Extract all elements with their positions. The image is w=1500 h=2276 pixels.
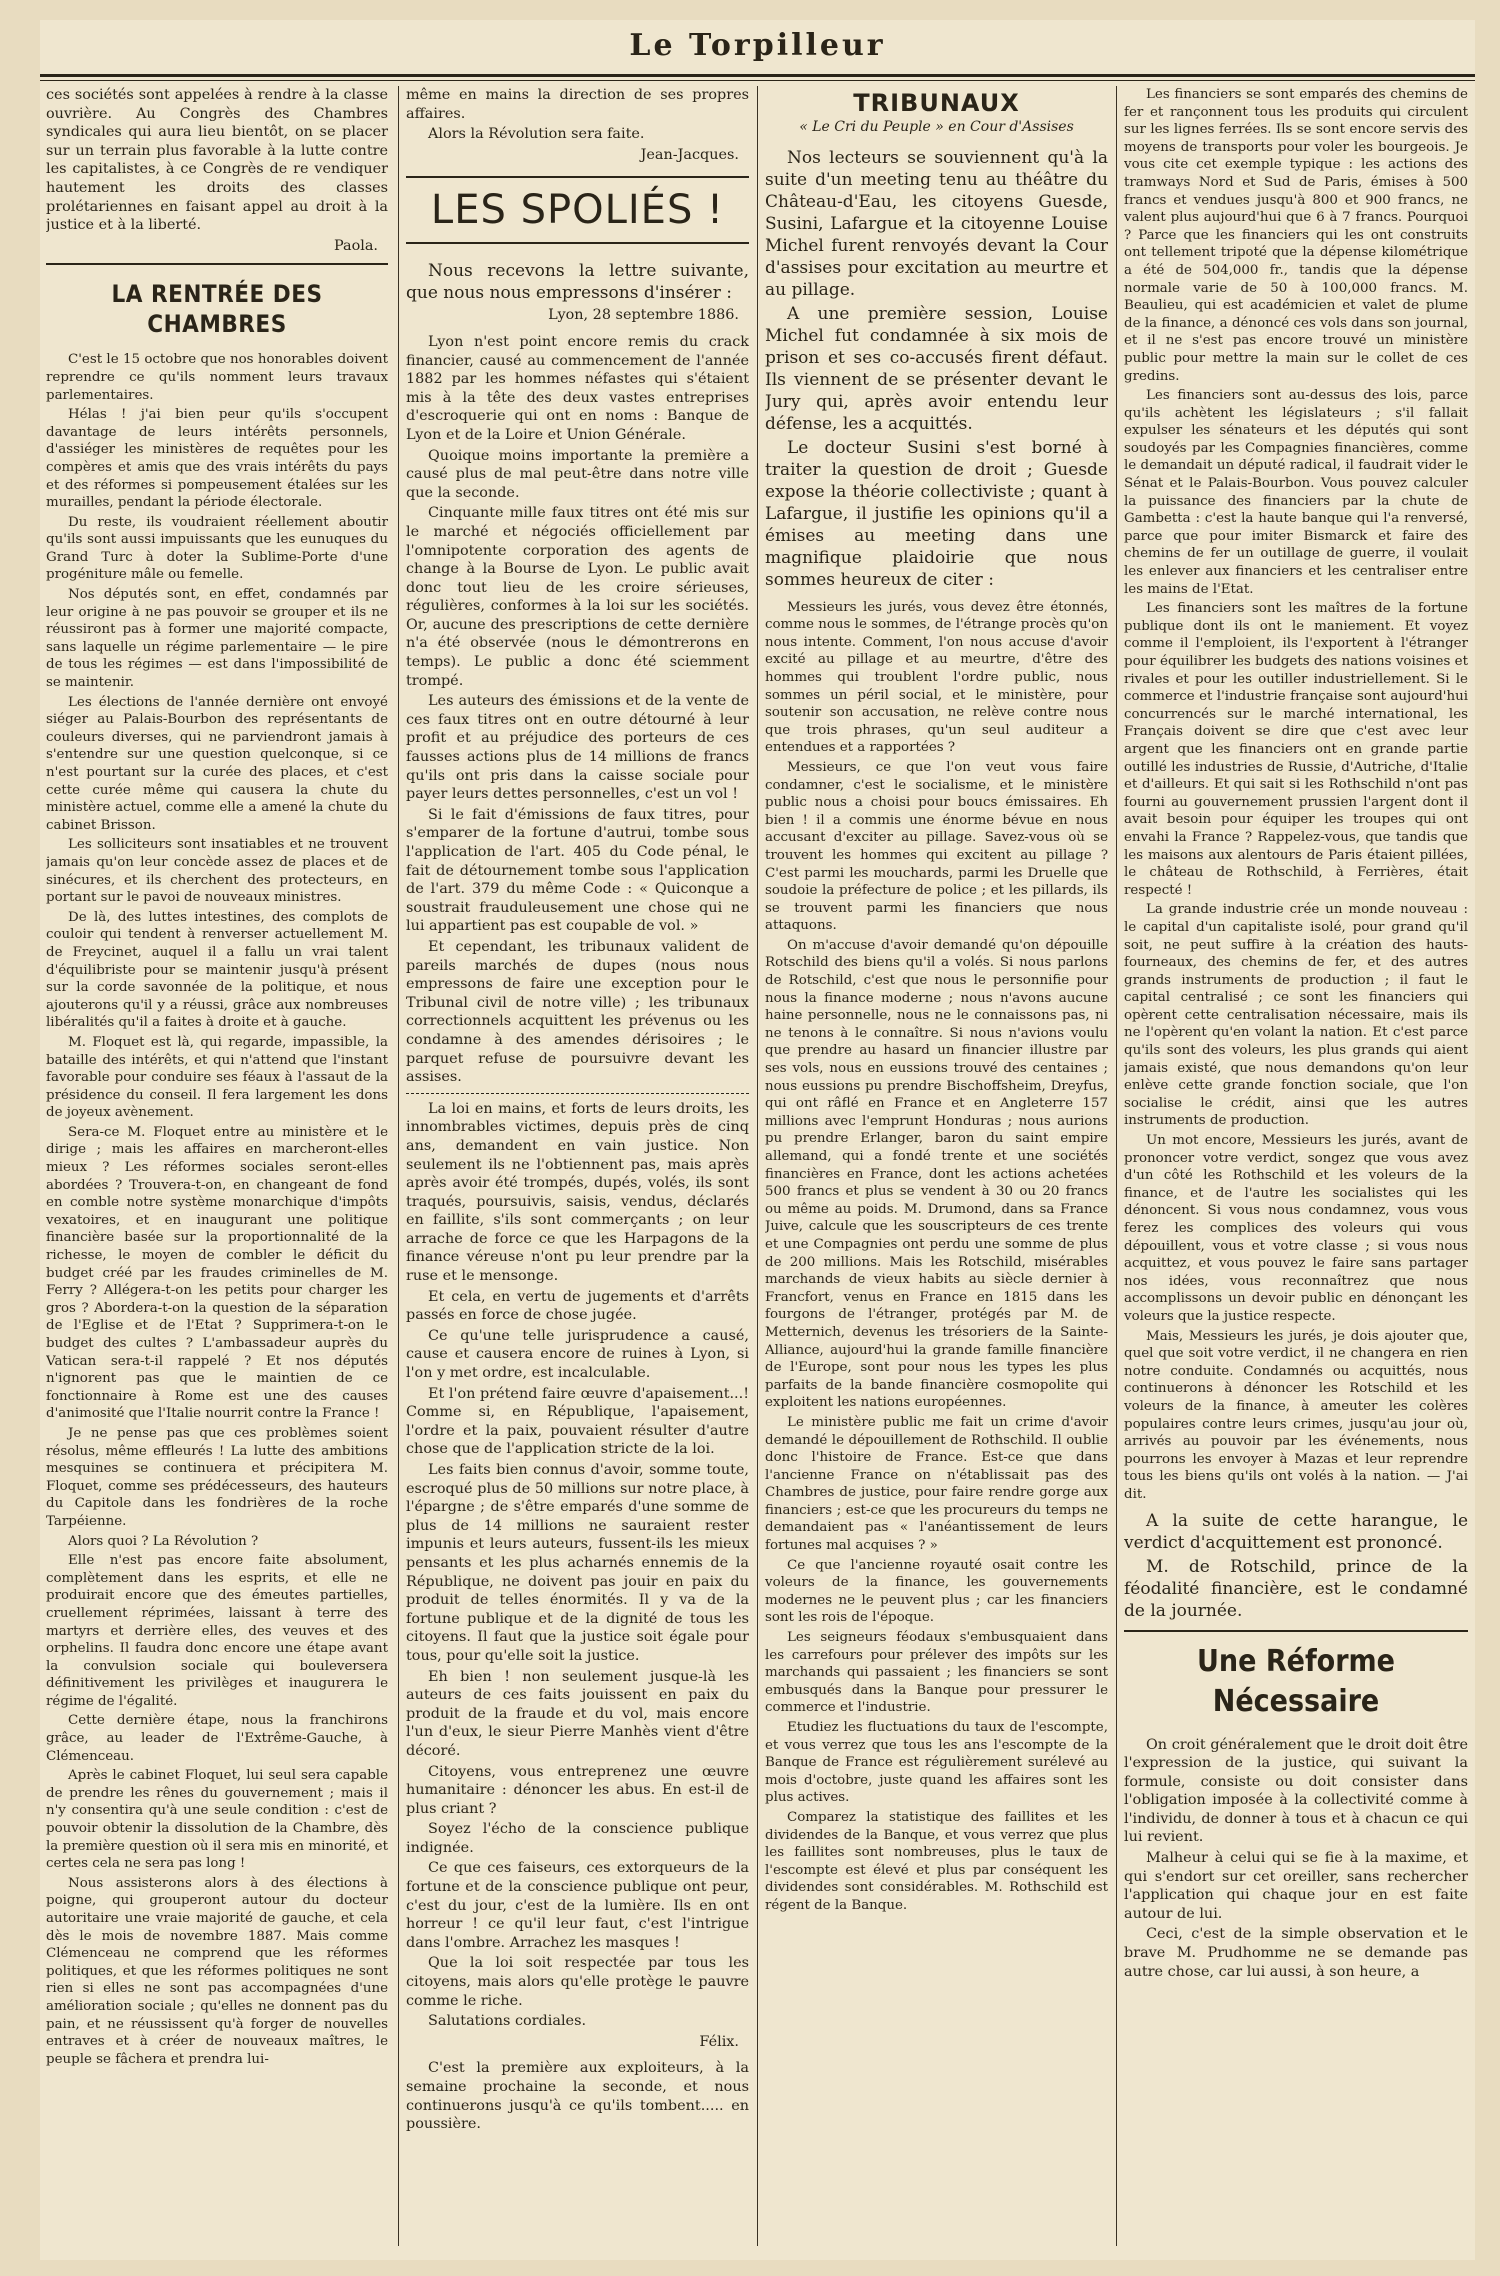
paragraph: Les faits bien connus d'avoir, somme toute, escroqué plus de 50 millions sur notre place, à l'épargne ; de s'être emparés d'une somme de plus de 14 millions ne sauraient rester impunis et leurs auteurs, fussent-ils les mieux pensants et les plus acharnés ennemis de la République, ne doivent pas jouir en paix du produit de telles énormités. Il y va de la fortune publique et de la dignité de tous les citoyens. Il faut que la justice soit égale pour tous, pour qu'elle soit la justice. — [406, 1462, 749, 1664]
paragraph: La grande industrie crée un monde nouveau : le capital d'un capitaliste isolé, pour grand qu'il soit, ne peut suffire à la création des hauts-fourneaux, des chemins de fer, et des autres grands instruments de production ; il faut le capital centralisé ; ce sont les financiers qui opèrent cette centralisation nécessaire, mais ils ne l'opèrent qu'en volant la nation. Et c'est parce qu'ils sont des voleurs, les plus grands qui aient jamais existé, que nous demandons qu'on leur enlève cette grande fonction sociale, que l'on socialise le crédit, ainsi que les autres instruments de production. — [1124, 902, 1468, 1129]
paragraph: Je ne pense pas que ces problèmes soient résolus, même effleurés ! La lutte des ambitions mesquines se continuera et précipitera M. Floquet, comme ses prédécesseurs, des hauteurs du Capitole dans les fondrières de la roche Tarpéienne. — [46, 1425, 388, 1529]
paragraph: Nos lecteurs se souviennent qu'à la suite d'un meeting tenu au théâtre du Château-d'Eau, les citoyens Guesde, Susini, Lafargue et la citoyenne Louise Michel furent renvoyés devant la Cour d'assises pour excitation au meurtre et au pillage. — [765, 147, 1108, 300]
paragraph: Et cependant, les tribunaux valident de pareils marchés de dupes (nous nous empressons de faire une exception pour le Tribunal civil de notre ville) ; les tribunaux correctionnels acquittent les prévenus ou les condamne à des amendes dérisoires ; le parquet refuse de poursuivre devant les assises. — [406, 938, 749, 1086]
paragraph: Les auteurs des émissions et de la vente de ces faux titres ont en outre détourné à leur profit et au préjudice des porteurs de ces fausses actions plus de 14 millions de francs qu'ils ont pris dans la caisse sociale pour payer leurs dettes personnelles, c'est un vol ! — [406, 693, 749, 803]
paragraph: On croit généralement que le droit doit être l'expression de la justice, qui suivant la formule, consiste ou doit consister dans l'obligation imposée à la collectivité comme à l'individu, de donner à tous et à chacun ce qui lui revient. — [1124, 1736, 1468, 1846]
headline-reforme: Une Réforme Nécessaire — [1197, 1643, 1395, 1719]
column-divider — [757, 86, 758, 2246]
paragraph: Si le fait d'émissions de faux titres, pour s'emparer de la fortune d'autrui, tombe sous l'application de l'art. 405 du Code pénal, le fait de détournement tombe sous l'application de l'art. 379 du même Code : « Quiconque a soustrait frauduleusement une chose qui ne lui appartient pas est coupable de vol. » — [406, 806, 749, 935]
dashed-separator — [406, 1093, 749, 1094]
article-continuation: ces sociétés sont appelées à rendre à la classe ouvrière. Au Congrès des Chambres syndicales qui aura lieu bientôt, on se placer sur un terrain plus favorable à la lutte contre les capitalistes, à ce Congrès de re vendiquer hautement les droits des classes prolétariennes en faisant appel au droit à la justice et à la liberté. — [46, 87, 388, 234]
column-4 — [1124, 86, 1468, 2246]
headline-tribunaux: TRIBUNAUX — [853, 89, 1020, 117]
tribunaux-intro — [765, 147, 1108, 591]
paragraph: Alors quoi ? La Révolution ? — [68, 1533, 259, 1549]
letter-body — [406, 333, 749, 2031]
paragraph: C'est le 15 octobre que nos honorables doivent reprendre ce qu'ils nomment leurs travaux parlementaires. — [46, 352, 388, 403]
plaidoirie-body — [765, 599, 1108, 1915]
paragraph: Le ministère public me fait un crime d'avoir demandé le dépouillement de Rothschild. Il oublie donc l'histoire de France. Est-ce que dans l'ancienne France on n'établissait pas des Chambres de justice, pour faire rendre gorge aux financiers ; est-ce que les procureurs du temps ne demandaient pas « l'anéantissement de leurs fortunes mal acquises ? » — [765, 1414, 1108, 1554]
paragraph: Ceci, c'est de la simple observation et le brave M. Prudhomme ne se demande pas autre chose, car lui aussi, à son heure, a — [1124, 1926, 1468, 1980]
paragraph: Messieurs les jurés, vous devez être étonnés, comme nous le sommes, de l'étrange procès qu'on nous intente. Comment, l'on nous accuse d'avoir excité au pillage et au meurtre, d'être des hommes qui troublent l'ordre public, nous sommes un péril social, et le ministère, pour soutenir son accusation, ne relève contre nous que trois phrases, qu'un seul auditeur a entendues et a rapportées ? — [765, 599, 1108, 756]
paragraph: Les financiers sont les maîtres de la fortune publique dont ils ont le maniement. Et voyez comme il l'emploient, ils l'exportent à l'étranger pour équilibrer les budgets des nations voisines et rivales et pour les outiller industriellement. Si le commerce et l'industrie française sont aujourd'hui concurrencés sur le marché international, les Français doivent se dire que c'est avec leur argent que les financiers ont en grande partie outillé les industries de Russie, d'Autriche, d'Italie et d'ailleurs. Et qui sait si les Rothschild n'ont pas fourni au gouvernement prussien l'argent dont il avait besoin pour équiper les troupes qui ont envahi la France ? Rappelez-vous, que tandis que les maisons aux alentours de Paris étaient pillées, le château de Rothschild, à Ferrières, était respecté ! — [1124, 601, 1468, 898]
paragraph: A une première session, Louise Michel fut condamnée à six mois de prison et ses co-accusés firent défaut. Ils viennent de se présenter devant le Jury qui, après avoir entendu leur défense, les a acquittés. — [765, 303, 1108, 434]
paragraph: Quoique moins importante la première a causé plus de mal peut-être dans notre ville que la seconde. — [406, 447, 749, 501]
verdict — [1124, 1510, 1468, 1622]
paragraph: Hélas ! j'ai bien peur qu'ils s'occupent davantage de leurs intérêts personnels, d'assiéger les ministères de requêtes pour les compères et amis que des vrais intérêts du pays et des réformes si pompeusement étalées sur les murailles, pendant la période électorale. — [46, 407, 388, 511]
paragraph: Ce qu'une telle jurisprudence a causé, cause et causera encore de ruines à Lyon, si l'on y met ordre, est incalculable. — [406, 1327, 749, 1382]
paragraph: M. Floquet est là, qui regarde, impassible, la bataille des intérêts, et qui n'attend que l'instant favorable pour conduire ses féaux à l'assaut de la présidence du conseil. Il fera largement les dons de joyeux avènement. — [46, 1034, 388, 1121]
column-divider — [1116, 86, 1117, 2246]
byline: Jean-Jacques. — [640, 146, 739, 163]
paragraph: La loi en mains, et forts de leurs droits, les innombrables victimes, depuis près de cinq ans, demandent en vain justice. Non seulement ils ne l'obtiennent pas, mais après après avoir été trompés, dupés, volés, ils sont traqués, poursuivis, saisis, vendus, déclarés en faillite, s'ils sont commerçants ; on leur arrache de force ce que les Harpagons de la finance véreuse n'ont pu leur prendre par la ruse et le mensonge. — [406, 1100, 749, 1285]
paragraph: Sera-ce M. Floquet entre au ministère et le dirige ; mais les affaires en marcheront-elles mieux ? Les réformes sociales seront-elles abordées ? Trouvera-t-on, en changeant de fond en comble notre système monarchique d'impôts vexatoires, et en inaugurant une politique financière basée sur la proportionnalité de la richesse, le moyen de combler le déficit du budget créé par les fraudes criminelles de M. Ferry ? Allégera-t-on les petits pour charger les gros ? Abordera-t-on la question de la séparation de l'Eglise et de l'Etat ? Supprimera-t-on le budget des cultes ? L'ambassadeur auprès du Vatican sera-t-il rappelé ? Et nos députés n'ignorent pas que le maintien de ce fonctionnaire à Rome est une des causes d'animosité que l'Italie nourrit contre la France ! — [46, 1124, 388, 1422]
paragraph: Et cela, en vertu de jugements et d'arrêts passés en force de chose jugée. — [406, 1288, 749, 1324]
paragraph: Eh bien ! non seulement jusque-là les auteurs de ces faits jouissent en paix du produit de la fraude et du vol, mais encore l'un d'eux, le sieur Pierre Manhès vient d'être décoré. — [406, 1668, 749, 1759]
paragraph: Salutations cordiales. — [428, 2013, 587, 2030]
paragraph: Soyez l'écho de la conscience publique indignée. — [406, 1821, 749, 1856]
paragraph: Etudiez les fluctuations du taux de l'escompte, et vous verrez que tous les ans l'escompte de la Banque de France est régulièrement surélevé au mois d'octobre, juste quand les affaires sont les plus actives. — [765, 1720, 1108, 1806]
paragraph: Un mot encore, Messieurs les jurés, avant de prononcer votre verdict, songez que vous avez d'un côté les Rothschild et les voleurs de la finance, et de l'autre les socialistes qui les dénoncent. Si vous nous condamnez, vous vous ferez les complices des voleurs qui vous dépouillent, vous et votre classe ; si vous nous acquittez, et vous pouvez le faire sans partager nos idées, vous reconnaîtrez que nous accomplissons un devoir public en dénonçant les voleurs que la justice respecte. — [1124, 1133, 1468, 1324]
paragraph: Ce que ces faiseurs, ces extorqueurs de la fortune et de la conscience publique ont peur, c'est du jour, c'est de la lumière. Ils en ont horreur ! ce qu'il leur faut, c'est l'intrigue dans l'ombre. Arrachez les masques ! — [406, 1860, 749, 1951]
paragraph: Mais, Messieurs les jurés, je dois ajouter que, quel que soit votre verdict, il ne changera en rien notre conduite. Condamnés ou acquittés, nous continuerons à dénoncer les Rotschild et les voleurs de la finance, à ameuter les colères populaires contre leurs crimes, jusqu'au jour où, arrivés au pouvoir par les événements, nous pourrons les envoyer à Mazas et leur reprendre tous les biens qu'ils ont volés à la nation. — J'ai dit. — [1124, 1328, 1468, 1502]
headline-rentree: LA RENTRÉE DES CHAMBRES — [111, 280, 323, 339]
paragraph: Les financiers se sont emparés des chemins de fer et rançonnent tous les produits qui circulent sur les lignes ferrées. Ils se sont encore servis des moyens de transports pour voler les bourgeois. Je vous cite cet exemple typique : les actions des tramways Nord et Sud de Paris, émises à 500 francs et vendues jusqu'à 800 et 900 francs, ne valent plus aujourd'hui que 6 à 7 francs. Pourquoi ? Parce que les financiers qui les ont construits ont tellement tripoté que la dépense kilométrique a été de 504,000 fr., tandis que la dépense normale varie de 50 à 100,000 francs. M. Beaulieu, qui est académicien et valet de plume de la finance, a dénoncé ces vols dans son journal, et il ne s'est pas encore trouvé un ministère public pour mettre la main sur le collet de ces gredins. — [1124, 87, 1468, 384]
article-continuation: Alors la Révolution sera faite. — [428, 126, 645, 143]
masthead: Le Torpilleur — [629, 28, 886, 63]
paragraph: Le docteur Susini s'est borné à traiter la question de droit ; Guesde expose la théorie collectiviste ; quant à Lafargue, il justifie les opinions qu'il a émises au meeting dans une magnifique plaidoirie que nous sommes heureux de citer : — [765, 437, 1108, 590]
paragraph: Cette dernière étape, nous la franchirons grâce, au leader de l'Extrême-Gauche, à Clémenceau. — [46, 1713, 388, 1764]
column-1 — [46, 86, 388, 2246]
paragraph: Malheur à celui qui se fie à la maxime, et qui s'endort sur cet oreiller, sans rechercher l'application qui chaque jour en est faite autour de lui. — [1124, 1850, 1468, 1922]
paragraph: Après le cabinet Floquet, lui seul sera capable de prendre les rênes du gouvernement ; mais il n'y consentira qu'à une seule condition : c'est de pouvoir obtenir la dissolution de la Chambre, dès la première question où il sera mis en minorité, et certes cela ne sera pas long ! — [46, 1768, 388, 1872]
paragraph: Que la loi soit respectée par tous les citoyens, mais alors qu'elle protège le pauvre comme le riche. — [406, 1955, 749, 2009]
paragraph: Messieurs, ce que l'on veut vous faire condamner, c'est le socialisme, et le ministère public nous a choisi pour boucs émissaires. Eh bien ! il a commis une énorme bévue en nous accusant d'exciter au pillage. Savez-vous où se trouvent les hommes qui excitent au pillage ? C'est parmi les mouchards, parmi les Druelle que soudoie la préfecture de police ; et les pillards, ils se trouvent parmi les financiers que nous attaquons. — [765, 759, 1108, 934]
article-continuation: même en mains la direction de ses propres affaires. — [406, 87, 749, 122]
paragraph: Nous assisterons alors à des élections à poigne, qui grouperont autour du docteur autoritaire une vraie majorité de gauche, et cela dès le mois de novembre 1887. Mais comme Clémenceau ne comprend que les réformes politiques, et que les réformes politiques ne sont rien si elles ne sont pas accompagnées d'une amélioration sociale ; qu'elles ne donnent pas du pain, et ne réussissent qu'à forger de nouvelles entraves et à créer de nouveaux maîtres, le peuple se fâchera et prendra lui- — [46, 1875, 388, 2067]
separator — [1124, 1630, 1468, 1632]
letter-date: Lyon, 28 septembre 1886. — [548, 307, 739, 324]
column-3 — [765, 86, 1108, 2246]
article-rentree-body — [46, 351, 388, 2068]
column-2 — [406, 86, 749, 2246]
letter-signature: Félix. — [699, 2033, 739, 2050]
headline-spolies: LES SPOLIÉS ! — [406, 176, 749, 244]
intro-paragraph: Nous recevons la lettre suivante, que nous nous empressons d'insérer : — [406, 261, 749, 304]
paragraph: Citoyens, vous entreprenez une œuvre humanitaire : dénoncer les abus. En est-il de plus criant ? — [406, 1763, 749, 1817]
paragraph: De là, des luttes intestines, des complots de couloir qui tendent à renverser actuellement M. de Freycinet, auquel il a fallu un vrai talent d'équilibriste pour se maintenir jusqu'à présent sur la corde savonnée de la politique, et nous ajouterons qu'il y a réussi, grâce aux nombreuses libéralités qu'il a faites à droite et à gauche. — [46, 909, 388, 1031]
paragraph: Cinquante mille faux titres ont été mis sur le marché et négociés officiellement par l'omnipotente corporation des agents de change à la Bourse de Lyon. Le public avait donc tout lieu de les croire sérieuses, régulières, conformes à la loi sur les sociétés. Or, aucune des prescriptions de cette dernière n'a été observée (nous le démontrerons en temps). Le public a donc été sciemment trompé. — [406, 505, 749, 689]
paragraph: Les seigneurs féodaux s'embusquaient dans les carrefours pour prélever des impôts sur les marchands qui passaient ; les financiers se sont embusqués dans la Banque pour pressurer le commerce et l'industrie. — [765, 1630, 1108, 1716]
subheadline: « Le Cri du Peuple » en Cour d'Assises — [799, 119, 1074, 135]
article-reforme-body — [1124, 1736, 1468, 1982]
paragraph: Les élections de l'année dernière ont envoyé siéger au Palais-Bourbon des représentants de couleurs diverses, qui ne parviendront jamais à s'entendre sur une question quelconque, si ce n'est pourtant sur la curée des places, et c'est cette curée même qui causera la chute du ministère actuel, comme elle a amené la chute du cabinet Brisson. — [46, 694, 388, 833]
paragraph: Les solliciteurs sont insatiables et ne trouvent jamais qu'on leur concède assez de places et de sinécures, et ils cherchent des protecteurs, en portant sur le pavoi de nouveaux ministres. — [46, 837, 388, 906]
paragraph: Ce que l'ancienne royauté osait contre les voleurs de la finance, les gouvernements modernes ne le peuvent plus ; car les financiers sont les rois de l'époque. — [765, 1557, 1108, 1626]
paragraph: M. de Rotschild, prince de la féodalité financière, est le condamné de la journée. — [1124, 1556, 1468, 1621]
paragraph: On m'accuse d'avoir demandé qu'on dépouille Rotschild des biens qu'il a volés. Si nous parlons de Rotschild, c'est que nous le personnifie pour nous la finance moderne ; nous n'avons aucune haine personnelle, nous ne le connaissons pas, ni ne tenons à le connaître. Si nous n'avions voulu que prendre au hasard un financier illustre par ses vols, nous en eussions trouvé des centaines ; nous eussions pu prendre Bischoffsheim, Dreyfus, qui ont râflé en France et en Angleterre 157 millions avec l'emprunt Honduras ; nous aurions pu prendre Erlanger, baron du saint empire allemand, qui a fondé trente et une sociétés financières en France, dont les actions achetées 500 francs et plus se vendent à 30 ou 20 francs ou même au poids. M. Drumond, dans sa France Juive, calcule que les souscripteurs de ces trente et une Compagnies ont perdu une somme de plus de 200 millions. Mais les Rotschild, misérables marchands de vieux habits au siècle dernier à Francfort, venus en France en 1815 dans les fourgons de l'étranger, protégés par M. de Metternich, devenus les trésoriers de la Sainte-Alliance, aujourd'hui la grande famille financière de l'Europe, sont pour nous les types les plus parfaits de la bande financière cosmopolite qui exploitent les nations européennes. — [765, 937, 1108, 1411]
masthead-rule — [40, 74, 1475, 77]
paragraph: Nos députés sont, en effet, condamnés par leur origine à ne pas pouvoir se grouper et ils ne réussiront pas à former une majorité compacte, sans laquelle un régime parlementaire — le pire de tous les régimes — est dans l'impossibilité de se maintenir. — [46, 587, 388, 691]
paragraph: Comparez la statistique des faillites et les dividendes de la Banque, et vous verrez que plus les faillites sont nombreuses, plus le taux de l'escompte est élevé et plus par conséquent les dividendes sont considérables. M. Rothschild est régent de la Banque. — [765, 1809, 1108, 1913]
paragraph: Du reste, ils voudraient réellement aboutir qu'ils sont aussi impuissants que les eunuques du Grand Turc à doter la Sublime-Porte d'une progéniture mâle ou femelle. — [46, 514, 388, 583]
paragraph: Elle n'est pas encore faite absolument, complètement dans les esprits, et elle ne produirait encore que des émeutes partielles, cruellement réprimées, laissant à terre des martyrs et derrière elles, des veuves et des orphelins. Il faudra donc encore une étape avant la convulsion sociale qui bouleversera définitivement les privilèges et inaugurera le régime de l'égalité. — [46, 1553, 388, 1709]
newspaper-page — [40, 20, 1475, 2260]
plaidoirie-continuation — [1124, 86, 1468, 1504]
byline: Paola. — [333, 237, 378, 254]
paragraph: A la suite de cette harangue, le verdict d'acquittement est prononcé. — [1124, 1510, 1468, 1553]
paragraph: Et l'on prétend faire œuvre d'apaisement...! Comme si, en République, l'apaisement, l'ordre et la paix, pouvaient résulter d'autre chose que de l'application stricte de la loi. — [406, 1385, 749, 1458]
column-divider — [398, 86, 399, 2246]
paragraph: Lyon n'est point encore remis du crack financier, causé au commencement de l'année 1882 par les hommes néfastes qui s'étaient mis à la tête des deux vastes entreprises d'escroquerie qui ont en noms : Banque de Lyon et de la Loire et Union Générale. — [406, 333, 749, 443]
separator — [46, 263, 388, 265]
masthead-rule-thin — [40, 80, 1475, 81]
closing-paragraph: C'est la première aux exploiteurs, à la semaine prochaine la seconde, et nous continuerons jusqu'à ce qu'ils tombent..... en poussière. — [406, 2060, 749, 2133]
paragraph: Les financiers sont au-dessus des lois, parce qu'ils achètent les législateurs ; s'il fallait expulser les sénateurs et les députés qui sont soudoyés par les Compagnies financières, comme le demandait un député radical, il faudrait vider le Sénat et le Palais-Bourbon. Vous pouvez calculer la puissance des financiers par la chute de Gambetta : c'est la haute banque qui l'a renversé, parce que pour imiter Bismarck et faire des chemins de fer un outillage de guerre, il voulait les enlever aux financiers et les centraliser entre les mains de l'Etat. — [1124, 388, 1468, 597]
